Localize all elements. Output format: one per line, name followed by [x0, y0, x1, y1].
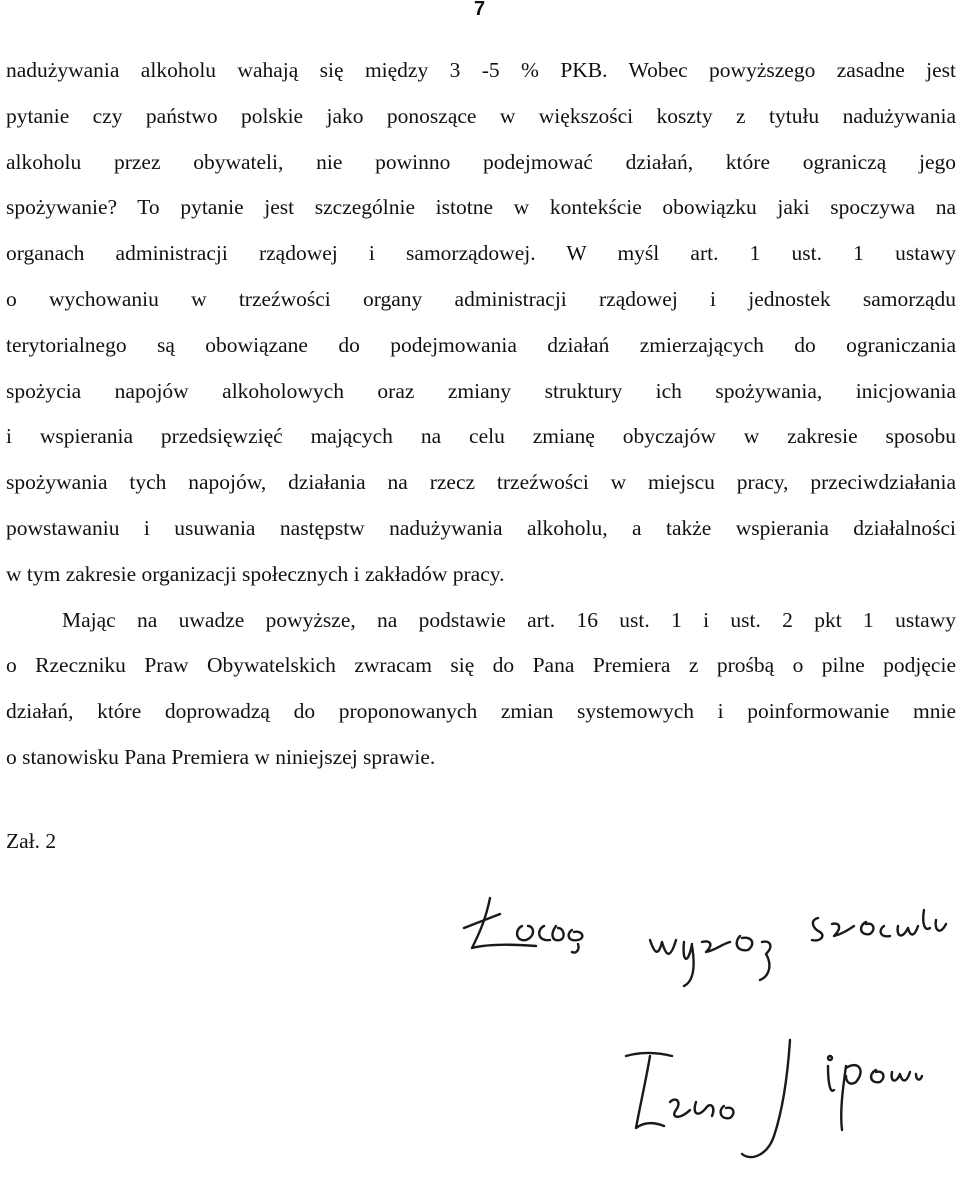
text-line: powstawaniu i usuwania następstw nadużywania alkoholu, a także wspierania działalności: [6, 515, 956, 540]
text-line: działań, które doprowadzą do proponowanych zmian systemowych i poinformowanie mnie: [6, 699, 956, 724]
text-line: spożycia napojów alkoholowych oraz zmiany struktury ich spożywania, inicjowania: [6, 378, 956, 403]
page-number: 7: [474, 0, 486, 20]
text-line: pytanie czy państwo polskie jako ponoszące w większości koszty z tytułu nadużywania: [6, 103, 956, 128]
text-line: organach administracji rządowej i samorządowej. W myśl art. 1 ust. 1 ustawy: [6, 241, 956, 266]
text-line: i wspierania przedsięwzięć mających na celu zmianę obyczajów w zakresie sposobu: [6, 424, 956, 449]
text-line: o stanowisku Pana Premiera w niniejszej sprawie.: [6, 744, 436, 769]
paragraph-2: [6, 598, 956, 781]
text-line: w tym zakresie organizacji społecznych i zakładów pracy.: [6, 561, 505, 586]
attachment-note: Zał. 2: [6, 829, 57, 853]
handwritten-signature: [440, 870, 960, 1170]
paragraph-1: [6, 48, 956, 598]
letter-body: [6, 48, 956, 781]
text-line: Mając na uwadze powyższe, na podstawie art. 16 ust. 1 i ust. 2 pkt 1 ustawy: [62, 607, 956, 632]
text-line: nadużywania alkoholu wahają się między 3 -5 % PKB. Wobec powyższego zasadne jest: [6, 58, 956, 82]
text-line: spożywanie? To pytanie jest szczególnie istotne w kontekście obowiązku jaki spoczywa na: [6, 195, 956, 220]
text-line: o wychowaniu w trzeźwości organy administracji rządowej i jednostek samorządu: [6, 286, 956, 311]
text-line: terytorialnego są obowiązane do podejmowania działań zmierzających do ograniczania: [6, 332, 956, 357]
text-line: spożywania tych napojów, działania na rzecz trzeźwości w miejscu pracy, przeciwdziałania: [6, 470, 956, 495]
text-line: alkoholu przez obywateli, nie powinno podejmować działań, które ograniczą jego: [6, 149, 956, 174]
text-line: o Rzeczniku Praw Obywatelskich zwracam się do Pana Premiera z prośbą o pilne podjęcie: [6, 653, 956, 678]
